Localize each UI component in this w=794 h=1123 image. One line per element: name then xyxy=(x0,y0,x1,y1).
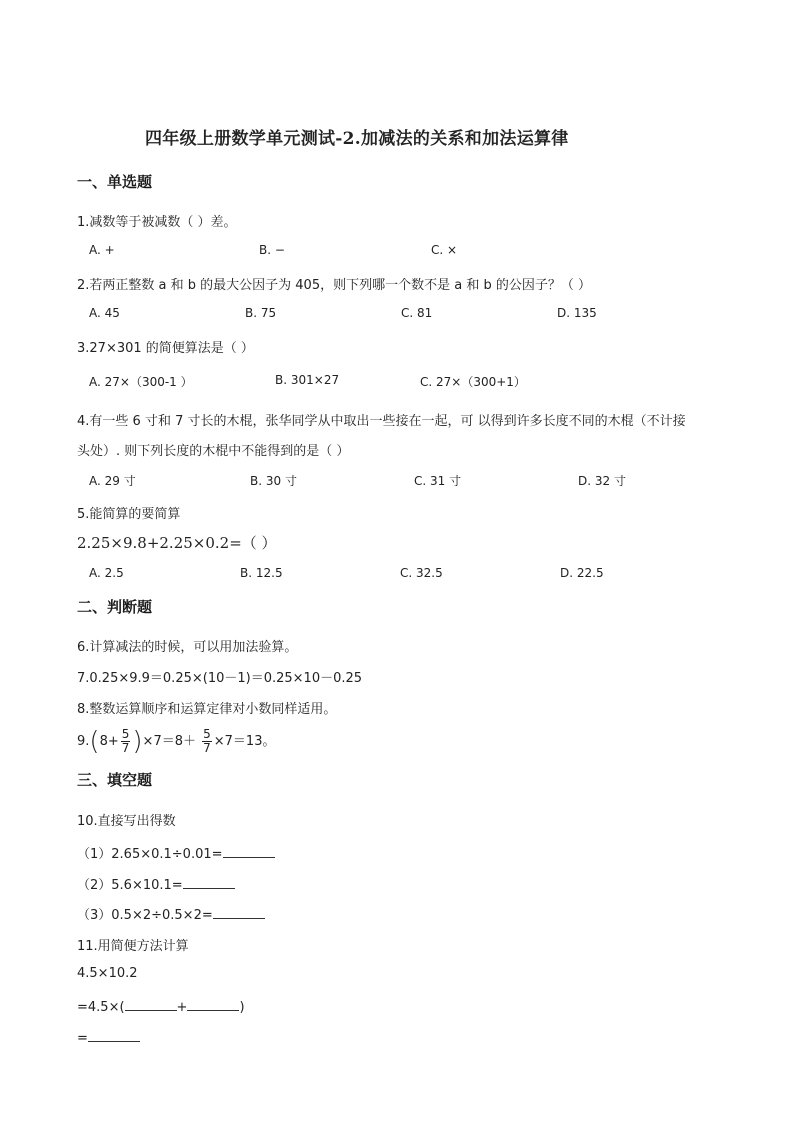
q10-item-2 xyxy=(77,874,235,893)
q4-option-a: A. 29 寸 xyxy=(89,474,136,488)
q2-option-c: C. 81 xyxy=(401,306,433,320)
question-2: 2.若两正整数 a 和 b 的最大公因子为 405，则下列哪一个数不是 a 和 b 的公因子？（ ） xyxy=(77,278,591,293)
question-3: 3.27×301 的简便算法是（ ） xyxy=(77,341,254,356)
q11-line-2 xyxy=(77,998,245,1015)
q10-item-2-text: （2）5.6×10.1= xyxy=(77,878,183,893)
q11-blank-2[interactable] xyxy=(187,998,239,1011)
q1-option-c: C. × xyxy=(431,243,458,257)
question-5: 5.能简算的要简算 xyxy=(77,507,181,522)
q10-item-1 xyxy=(77,843,275,862)
q9-fraction-numerator: 5 xyxy=(121,727,130,741)
q11-plus: + xyxy=(176,1000,188,1015)
page-title: 四年级上册数学单元测试-2.加减法的关系和加法运算律 xyxy=(145,129,569,149)
q9-fraction-denominator: 7 xyxy=(121,741,130,755)
question-7: 7.0.25×9.9＝0.25×(10－1)＝0.25×10－0.25 xyxy=(77,671,363,686)
q9-number: 9. xyxy=(77,734,90,749)
q10-item-3-text: （3）0.5×2÷0.5×2= xyxy=(77,908,213,923)
section-fill-in: 三、填空题 xyxy=(77,771,153,789)
q9-left-paren: ( xyxy=(89,726,100,757)
question-5-expression: 2.25×9.8+2.25×0.2=（ ） xyxy=(77,534,277,552)
q11-line-2-start: =4.5×( xyxy=(77,1000,125,1015)
q9-fraction-2-numerator: 5 xyxy=(203,727,211,741)
question-11: 11.用简便方法计算 xyxy=(77,939,189,954)
q9-fraction xyxy=(121,728,131,755)
q9-middle: ×7＝8＋ xyxy=(142,734,196,749)
q10-item-3-blank[interactable] xyxy=(213,906,265,919)
q11-line-1: 4.5×10.2 xyxy=(77,966,138,981)
q2-option-a: A. 45 xyxy=(89,306,120,320)
q4-option-c: C. 31 寸 xyxy=(414,474,462,488)
section-true-false: 二、判断题 xyxy=(77,598,153,616)
question-9 xyxy=(77,725,275,759)
q1-option-b: B. − xyxy=(259,243,285,257)
q10-item-1-text: （1）2.65×0.1÷0.01= xyxy=(77,847,223,862)
q10-item-3 xyxy=(77,904,265,923)
q5-option-c: C. 32.5 xyxy=(400,566,443,580)
question-10: 10.直接写出得数 xyxy=(77,814,176,829)
q9-right-paren: ) xyxy=(132,726,143,757)
q11-blank-3[interactable] xyxy=(88,1029,140,1042)
q9-fraction-2-denominator: 7 xyxy=(203,741,211,755)
question-4-line-1: 4.有一些 6 寸和 7 寸长的木棍，张华同学从中取出一些接在一起，可 以得到许多长度不同的木棍（不计接 xyxy=(77,414,686,429)
q2-option-b: B. 75 xyxy=(245,306,277,320)
q11-blank-1[interactable] xyxy=(125,998,177,1011)
q9-end: ×7＝13。 xyxy=(213,734,276,749)
q9-fraction-2 xyxy=(202,728,212,755)
q5-option-d: D. 22.5 xyxy=(560,566,604,580)
section-single-choice: 一、单选题 xyxy=(77,173,153,191)
q9-whole: 8 xyxy=(99,734,108,749)
q9-plus: + xyxy=(107,734,119,749)
question-6: 6.计算减法的时候，可以用加法验算。 xyxy=(77,640,298,655)
q5-option-b: B. 12.5 xyxy=(240,566,283,580)
q10-item-2-blank[interactable] xyxy=(183,876,235,889)
q11-line-3-equals: = xyxy=(77,1031,88,1046)
q3-option-c: C. 27×（300+1） xyxy=(420,375,526,389)
q2-option-d: D. 135 xyxy=(557,306,597,320)
q4-option-d: D. 32 寸 xyxy=(578,474,626,488)
q5-option-a: A. 2.5 xyxy=(89,566,124,580)
q1-option-a: A. + xyxy=(89,243,115,257)
q11-line-3 xyxy=(77,1029,140,1046)
q3-option-a: A. 27×（300-1 ） xyxy=(89,375,193,389)
q4-option-b: B. 30 寸 xyxy=(250,474,297,488)
question-4-line-2: 头处）. 则下列长度的木棍中不能得到的是（ ） xyxy=(77,444,350,459)
question-1: 1.减数等于被减数（ ）差。 xyxy=(77,215,237,230)
question-8: 8.整数运算顺序和运算定律对小数同样适用。 xyxy=(77,702,337,717)
q3-option-b: B. 301×27 xyxy=(275,373,340,387)
q11-line-2-end: ) xyxy=(239,1000,245,1015)
q10-item-1-blank[interactable] xyxy=(223,845,275,858)
